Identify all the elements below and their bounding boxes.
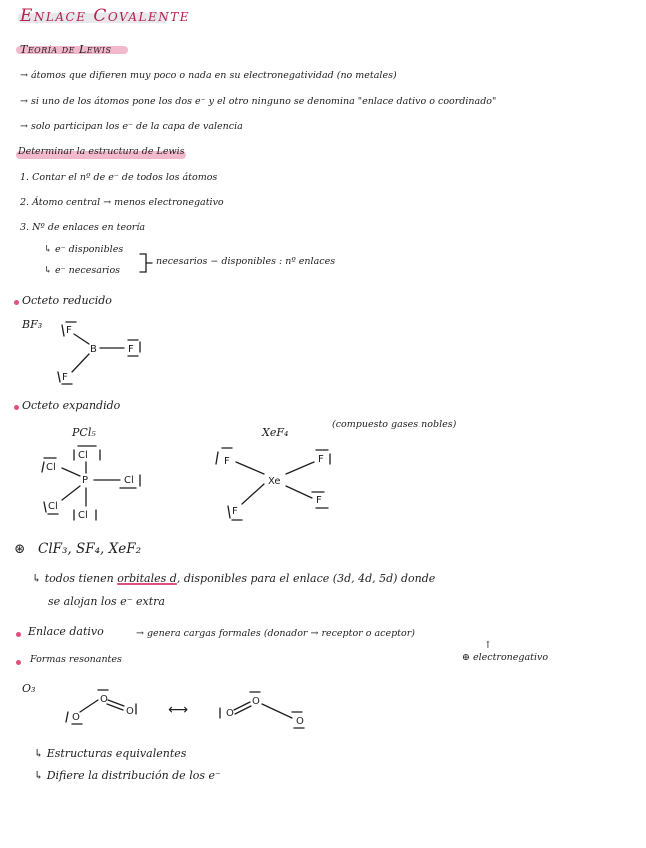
step-3: 3. Nº de enlaces en teoría [20,222,146,233]
xef4-label: XeF₄ [262,426,289,439]
atom-label: O [126,706,134,717]
dative-heading: Enlace dativo [28,625,104,638]
sub-step-available: ↳ e⁻ disponibles [44,244,124,255]
xef4-structure [216,448,330,520]
atom-label: F [128,344,134,355]
lewis-line-2: → si uno de los átomos pone los dos e⁻ y el otro ninguno se denomina "enlace dativo o coordinado" [20,96,497,107]
resonance-arrow-icon: ⟷ [168,702,189,718]
noble-gas-note: (compuesto gases nobles) [332,419,457,430]
page-title: Enlace Covalente [20,6,191,26]
atom-label: B [90,344,97,355]
atom-label: Cl [48,501,58,512]
atom-label: O [226,708,234,719]
atom-label: Cl [78,450,88,461]
bracket-icon [140,254,146,272]
atom-label: Xe [268,476,281,487]
reduced-octet-heading: Octeto reducido [22,294,112,307]
atom-label: F [62,372,68,383]
examples-desc-2: se alojan los e⁻ extra [48,595,165,608]
atom-label: Cl [124,475,134,486]
atom-label: F [224,456,230,467]
step-1: 1. Contar el nº de e⁻ de todos los átomos [20,172,218,183]
atom-label: O [296,716,304,727]
atom-label: O [100,694,108,705]
dative-text: → genera cargas formales (donador → receptor o aceptor) [136,628,415,639]
bond-formula: necesarios − disponibles : nº enlaces [156,256,336,267]
orbitals-highlight: orbitales d [117,572,177,585]
determine-heading: Determinar la estructura de Lewis [18,146,185,157]
bf3-structure [58,322,140,384]
lewis-line-3: → solo participan los e⁻ de la capa de valencia [20,121,243,132]
bf3-label: BF₃ [22,318,43,331]
up-arrow-icon: ↑ [484,640,492,651]
lewis-theory-heading: Teoría de Lewis [20,43,112,56]
examples-list: ClF₃, SF₄, XeF₂ [38,541,141,557]
atom-label: F [66,325,72,336]
electronegative-note: ⊕ electronegativo [462,652,549,663]
resonance-heading: Formas resonantes [30,654,122,665]
pcl5-label: PCl₅ [72,426,96,439]
examples-desc: ↳ todos tienen orbitales d, disponibles para el enlace (3d, 4d, 5d) donde [32,572,436,585]
atom-label: O [72,712,80,723]
sub-step-needed: ↳ e⁻ necesarios [44,265,121,276]
atom-label: P [82,475,89,486]
atom-label: Cl [78,510,88,521]
expanded-octet-heading: Octeto expandido [22,399,121,412]
atom-label: O [252,696,260,707]
o3-resonance [66,690,304,728]
resonance-note-1: ↳ Estructuras equivalentes [34,747,187,760]
resonance-note-2: ↳ Difiere la distribución de los e⁻ [34,769,221,782]
atom-label: Cl [46,462,56,473]
o3-label: O₃ [22,682,36,695]
atom-label: F [316,495,322,506]
atom-label: F [232,506,238,517]
step-2: 2. Átomo central → menos electronegativo [20,197,224,208]
atom-label: F [318,454,324,465]
lewis-line-1: → átomos que difieren muy poco o nada en su electronegatividad (no metales) [20,70,397,81]
asterisk-icon: ⊛ [14,541,26,557]
pcl5-structure [42,446,140,521]
